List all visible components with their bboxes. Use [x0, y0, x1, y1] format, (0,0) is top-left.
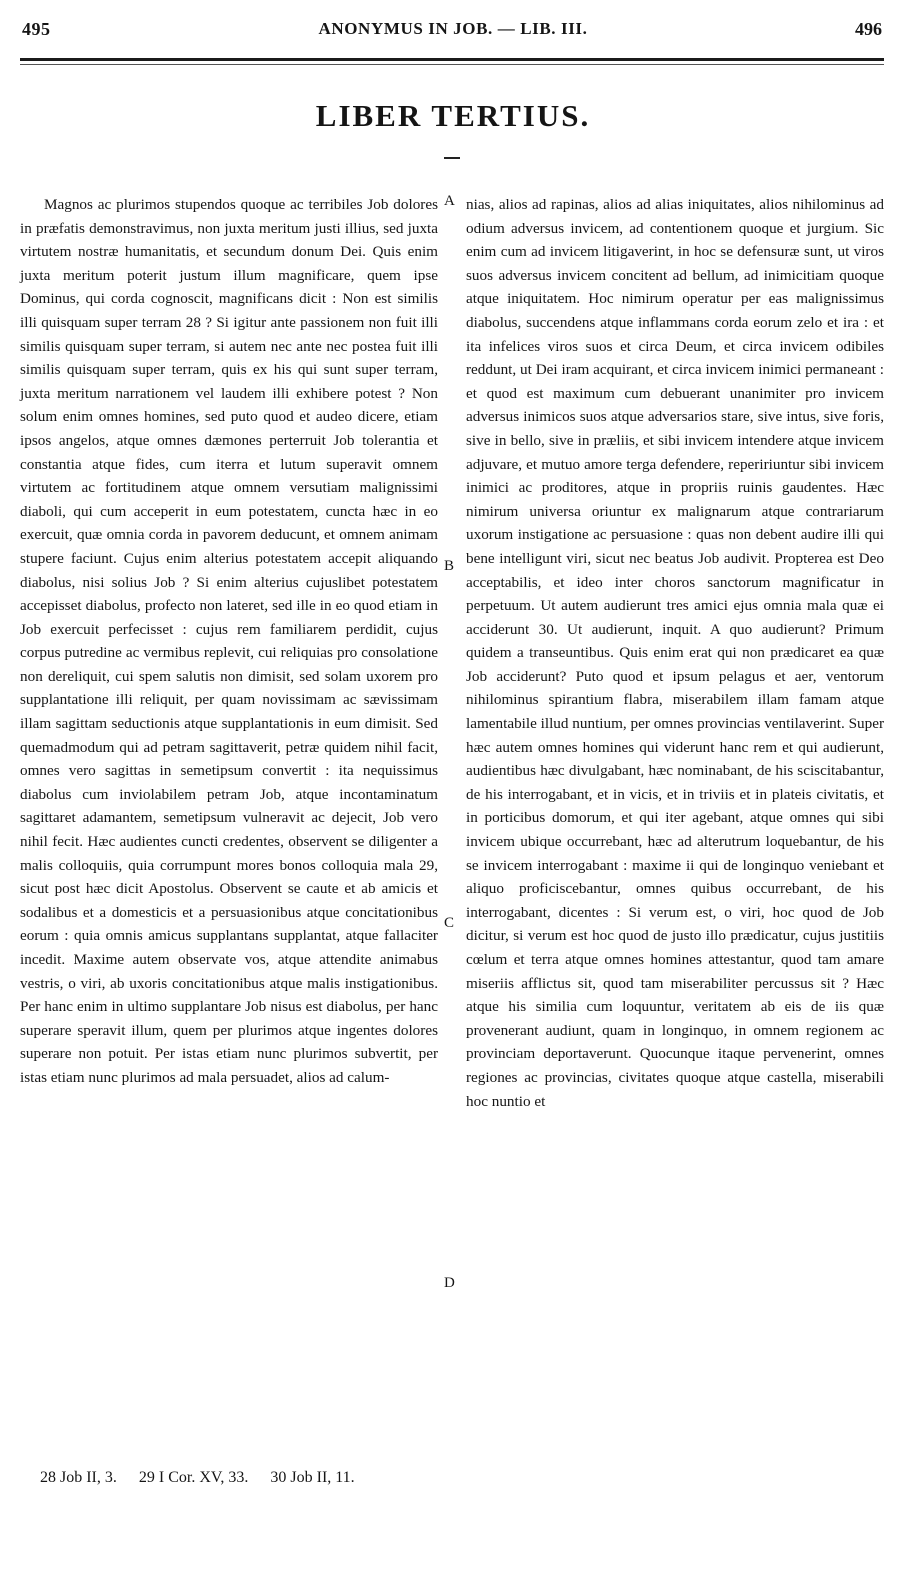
footnote-28: 28 Job II, 3.	[40, 1469, 117, 1486]
text-column-right	[466, 193, 884, 1113]
header-rule-thin	[20, 64, 884, 65]
text-column-left	[20, 193, 438, 1090]
margin-marker-d: D	[444, 1275, 455, 1291]
margin-marker-c: C	[444, 915, 455, 931]
footnote-29: 29 I Cor. XV, 33.	[138, 1469, 249, 1486]
footnote-30: 30 Job II, 11.	[270, 1469, 355, 1486]
page-number-left: 495	[22, 19, 51, 39]
header-rule	[20, 58, 884, 61]
margin-marker-b: B	[444, 558, 455, 574]
left-column-text: Magnos ac plurimos stupendos quoque ac terribiles Job dolores in præfatis demonstravimus, non juxta meritum justi illius, sed juxta virtutem nostræ humanitatis, et secundum donum Dei. Quis enim juxta meritum poterit justum illum magnificare, quem ipse Dominus, qui corda cognoscit, magnificans dicit : Non est similis illi quisquam super terram 28 ? Si igitur ante passionem non fuit illi similis quisquam super terram, si autem nec ante nec postea fuit illi similis quisquam super terram, quis ex his qui sunt super terram, juxta meritum narrationem vel laudem illi exhibere potest ? Non solum enim omnes homines, sed puto quod et audeo dicere, etiam ipsos angelos, atque omnes dæmones perterruit Job tolerantia et constantia atque fides, cum iterra et lutum superavit omnem virtutem ac fortitudinem atque omnem versutiam malignissimi diaboli, qui cum acceperit in eum potestatem, cuncta hæc in eo exercuit, quæ omnia corda in pavorem deducunt, et omnem animam stupere faciunt. Cujus enim alterius potestatem accepit aliquando diabolus, nisi solius Job ? Si enim alterius cujuslibet potestatem accepisset diabolus, profecto non lateret, sed ille in eo quod etiam in Job exercuit perfecisset : cujus rem familiarem perdidit, cujus corpus putredine ac vermibus replevit, cui reliquias pro consolatione non dereliquit, cui spem salutis non dimisit, sed solam uxorem pro supplantatione illi reliquit, per quam novissimam ac sævissimam illam sagittam seductionis atque supplantationis in eum dimisit. Sed quemadmodum qui ad petram sagittaverit, petræ quidem nihil facit, omnes vero sagittas in semetipsum convertit : ita nequissimus diabolus cum inviolabilem petram Job, atque incontaminatum sagittaret adamantem, semetipsum vulneravit ac dejecit, Job vero nihil fecit. Hæc audientes cuncti credentes, observent se diligenter a malis colloquiis, quia corrumpunt mores bonos colloquia mala 29, sicut post hæc dicit Apostolus. Observent se caute et ab amicis et sodalibus et a domesticis et a persuasionibus atque concitationibus eorum : quia omnis amicus supplantans supplantat, atque fallaciter incedit. Maxime autem observate vos, atque attendite animabus vestris, o viri, ab uxoris concitationibus atque malis instigationibus. Per hanc enim in ultimo supplantare Job nisus est diabolus, per hanc superare speravit illum, quem per plurimos atque ingentes dolores superare non potuit. Per istas etiam nunc plurimos subvertit, per istas etiam nunc plurimos ad mala persuadet, alios ad calum-	[20, 196, 438, 1086]
page-number-right: 496	[855, 19, 882, 39]
title-ornament	[444, 157, 460, 159]
footnotes	[40, 1469, 373, 1487]
running-title: ANONYMUS IN JOB. — LIB. III.	[318, 19, 588, 38]
book-title: LIBER TERTIUS.	[315, 98, 591, 133]
right-column-text: nias, alios ad rapinas, alios ad alias iniquitates, alios nihilominus ad odium adversus invicem, ad contentionem quoque et jurgium. Sic enim cum ad invicem litigaverint, in hoc se defensuræ sunt, ut viros suos adversus invicem concitent ad bellum, ad inimicitiam quoque atque iniquitatem. Hoc nimirum operatur per eas malignissimus diabolus, succendens atque inflammans corda eorum zelo et ira : et ita infelices viros suos et circa Deum, et circa invicem odibiles reddunt, ut Dei iram acquirant, et circa invicem inimici permaneant : et quod est maximum cum debuerant unanimiter pro invicem adversus inimicos suos atque adversarios stare, sive intus, sive foris, sive in bello, sive in præliis, et sibi invicem intendere atque invicem adjuvare, et mutuo amore terga defendere, repeririuntur sibi invicem inimici ac proditores, atque in propriis ruinis gaudentes. Hæc nimirum universa oriuntur ex malignarum atque contrariarum uxorum instigatione ac persuasione : quas non debent audire illi qui bene intelligunt viri, sicut nec beatus Job audivit. Propterea est Deo acceptabilis, et ideo inter choros sanctorum magnificatur in perpetuum. Ut autem audierunt tres amici ejus omnia mala quæ ei acciderunt 30. Ut audierunt, inquit. A quo audierunt? Primum quidem a transeuntibus. Quis enim erat qui non prædicaret ea quæ Job acciderunt? Puto quod et ipsum pelagus et aer, ventorum nihilominus spirantium flabra, miserabilem illam famam atque lamentabile illud nuntium, per omnes provincias ventilaverint. Super hæc autem omnes homines qui viderunt hanc rem et qui audierunt, audientibus hæc divulgabant, hæc nominabant, de his sciscitabantur, de his interrogabant, et in vicis, et in triviis et in plateis civitatis, et in porticibus domorum, et qui iter agebant, atque omnes qui sibi invicem ubique occurrebant, hæc ad alterutrum loquebantur, de his se invicem interrogabant : maxime ii qui de longinquo veniebant et aliquo proficiscebantur, omnes quibus occurrebant, de his interrogabant, dicentes : Si verum est, o viri, hoc quod de Job dicitur, si verum est hoc quod de justo illo prædicatur, cujus justitiis cœlum et terra atque omnes homines attestantur, quod tam amare miseriis afflictus sit, quod tam miserabiliter percussus sit ? Hæc atque his similia cum loquuntur, veritatem ab eis de iis quæ provenerant audiunt, quam in longinquo, in omnem regionem ac provinciam deportaverunt. Quocunque itaque pervenerint, omnes regiones ac provincias, civitates quoque atque castella, miserabili hoc nuntio et	[466, 196, 884, 1110]
margin-marker-a: A	[444, 193, 455, 209]
